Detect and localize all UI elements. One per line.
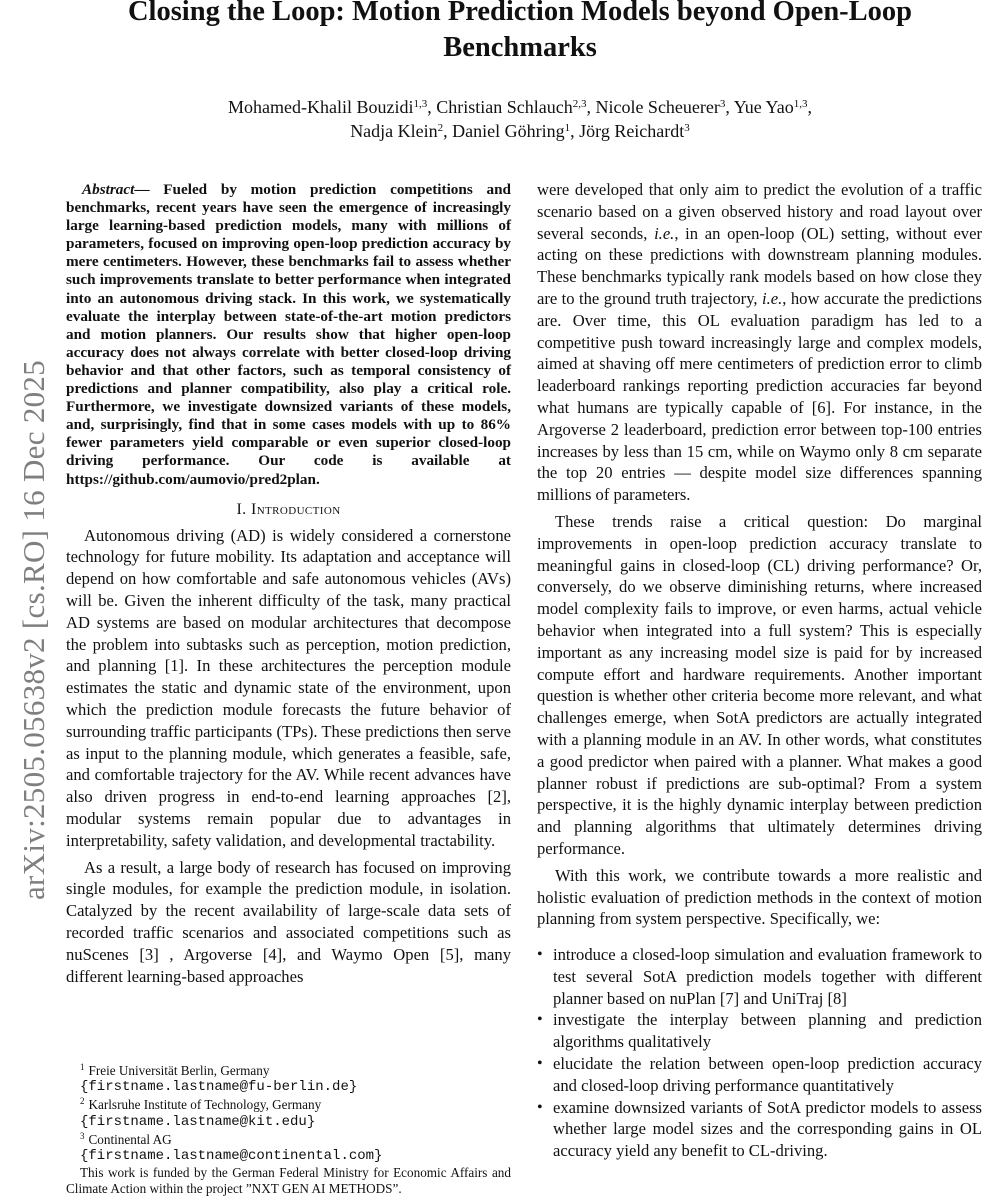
footnote-affiliation: $^3$ Continental AG	[80, 1130, 172, 1147]
footnote-affiliation: $^1$ Freie Universität Berlin, Germany	[80, 1062, 270, 1078]
arxiv-identifier: arXiv:2505.05638v2 [cs.RO] 16 Dec 2025	[16, 359, 51, 900]
affiliation-mark: 1,3	[413, 98, 428, 110]
list-item: • investigate the interplay between planning and prediction algorithms qualitatively	[537, 1010, 982, 1052]
affiliation-mark: 1	[564, 122, 571, 134]
paragraph: With this work, we contribute towards a more realistic and holistic evaluation of prediction methods in the context of motion planning from system perspective. Specifically, we:	[537, 865, 982, 929]
author-name: Christian Schlauch	[436, 97, 573, 117]
footnote-email: {firstname.lastname@kit.edu}	[80, 1113, 316, 1130]
abstract-text: — Fueled by motion prediction competitions and benchmarks, recent years have seen the emergence of increasingly large learning-based prediction models, many with millions of parameters, focused on improving open-loop prediction accuracy by mere centimeters. However, these benchmarks fail to assess whether such improvements translate to better performance when integrated into an autonomous driving stack. In this work, we systematically evaluate the interplay between state-of-the-art motion predictors and motion planners. Our results show that higher open-loop accuracy does not always correlate with better closed-loop driving behavior and that other factors, such as temporal consistency of predictions and planner compatibility, also play a critical role. Furthermore, we investigate downsized variants of these models, and, surprisingly, find that in some cases models with up to 86% fewer parameters yield comparable or even superior closed-loop driving performance. Our code is available at https://github.com/aumovio/pred2plan.	[66, 181, 511, 488]
list-item: • elucidate the relation between open-loop prediction accuracy and closed-loop driving performance quantitatively	[537, 1054, 982, 1095]
section-heading-introduction: I. Introduction	[236, 500, 341, 518]
paragraph: Autonomous driving (AD) is widely considered a cornerstone technology for future mobility. Its adaptation and acceptance will depend on how comfortable and safe autonomous vehicles (AVs) will be. Given the inherent difficulty of the task, many practical AD systems are based on modular architectures that decompose the problem into subtasks such as perception, motion prediction, and planning [1]. In these architectures the perception module estimates the static and dynamic state of the environment, upon which the prediction module forecasts the future behavior of surrounding traffic participants (TPs). These predictions then serve as input to the planning module, which generates a feasible, safe, and comfortable trajectory for the AV. While recent advances have also driven progress in end-to-end learning approaches [2], modular systems remain popular due to advantages in interpretability, safety validation, and developmental tractability.	[66, 525, 511, 850]
affiliation-mark: 2	[437, 122, 444, 134]
footnote-email: {firstname.lastname@fu-berlin.de}	[80, 1079, 358, 1096]
author-name: Jörg Reichardt	[579, 121, 685, 141]
affiliation-mark: 1,3	[793, 98, 808, 110]
affiliation-mark: 3	[719, 98, 726, 110]
author-name: Mohamed-Khalil Bouzidi	[228, 97, 414, 117]
author-name: Nadja Klein	[350, 121, 438, 141]
paragraph: As a result, a large body of research has focused on improving single modules, for example the prediction module, in isolation. Catalyzed by the recent availability of large-scale data sets of recorded traffic scenarios and associated competitions such as nuScenes [3] , Argoverse [4], and Waymo Open [5], many different learning-based approaches	[66, 857, 511, 986]
footnote-email: {firstname.lastname@continental.com}	[80, 1148, 383, 1165]
paragraph: were developed that only aim to predict the evolution of a traffic scenario based on a given observed history and road layout over several seconds, i.e., in an open-loop (OL) setting, without ever acting on these predictions with downstream planning modules. These benchmarks typically rank models based on how close they are to the ground truth trajectory, i.e., how accurate the predictions are. Over time, this OL evaluation paradigm has led to a competitive push toward increasingly large and complex models, aimed at shaving off mere centimeters of prediction error to climb leaderboard rankings reporting prediction accuracies far beyond what humans are typically capable of [6]. For instance, in the Argoverse 2 leaderboard, prediction error between top-100 entries increases by less than 15 cm, while on Waymo only 8 cm separate the top 20 entries — despite model size differences spanning millions of parameters.	[537, 180, 982, 505]
author-list: Mohamed-Khalil Bouzidi$^{1,3}$, Christian Schlauch$^{2,3}$, Nicole Scheuerer$^3$, Yue Yao$^{1,3}$, Nadja Klein$^2$, Daniel Göhring$^1$, Jörg Reichardt$^3$	[228, 97, 812, 141]
paper-title: Closing the Loop: Motion Prediction Models beyond Open-Loop Benchmarks	[127, 0, 913, 63]
abstract	[66, 181, 511, 489]
contribution-list	[537, 944, 982, 1162]
bullet-icon: •	[537, 946, 543, 964]
paragraph: These trends raise a critical question: Do marginal improvements in open-loop prediction accuracy translate to meaningful gains in closed-loop (CL) driving performance? Or, conversely, do we observe diminishing returns, where increased model complexity fails to improve, or even harms, actual vehicle behavior when integrated into a full system? This is especially important as any increasing model size is paid for by increased compute effort and hardware requirements. Another important question is whether other criteria become more relevant, and what challenges emerge, when SotA predictors are actually integrated with a planning module in an AV. In other words, what constitutes a good predictor when paired with a planner. What makes a good planner robust if predictions are sub-optimal? From a system perspective, it is the highly dynamic interplay between prediction and planning algorithms that ultimately determines driving performance.	[537, 511, 982, 858]
abstract-label: Abstract	[82, 181, 135, 198]
list-item: • introduce a closed-loop simulation and evaluation framework to test several SotA prediction models together with different planner based on nuPlan [7] and UniTraj [8]	[537, 945, 982, 1008]
left-column	[66, 181, 511, 992]
footnote-affiliation: $^2$ Karlsruhe Institute of Technology, Germany	[80, 1096, 322, 1113]
list-item: • examine downsized variants of SotA predictor models to assess whether large model sizes and the corresponding gains in OL accuracy yield any benefit to CL-driving.	[537, 1097, 982, 1161]
bullet-icon: •	[537, 1011, 543, 1029]
author-name: Nicole Scheuerer	[595, 97, 720, 117]
funding-note: This work is funded by the German Federal Ministry for Economic Affairs and Climate Action within the project ”NXT GEN AI METHODS”.	[66, 1165, 511, 1197]
author-name: Yue Yao	[733, 97, 794, 117]
bullet-icon: •	[537, 1098, 543, 1116]
bullet-icon: •	[537, 1055, 543, 1073]
footnotes	[66, 1062, 511, 1197]
right-column	[537, 179, 982, 1162]
affiliation-mark: 3	[684, 122, 690, 134]
author-name: Daniel Göhring	[452, 121, 565, 141]
affiliation-mark: 2,3	[572, 98, 587, 110]
